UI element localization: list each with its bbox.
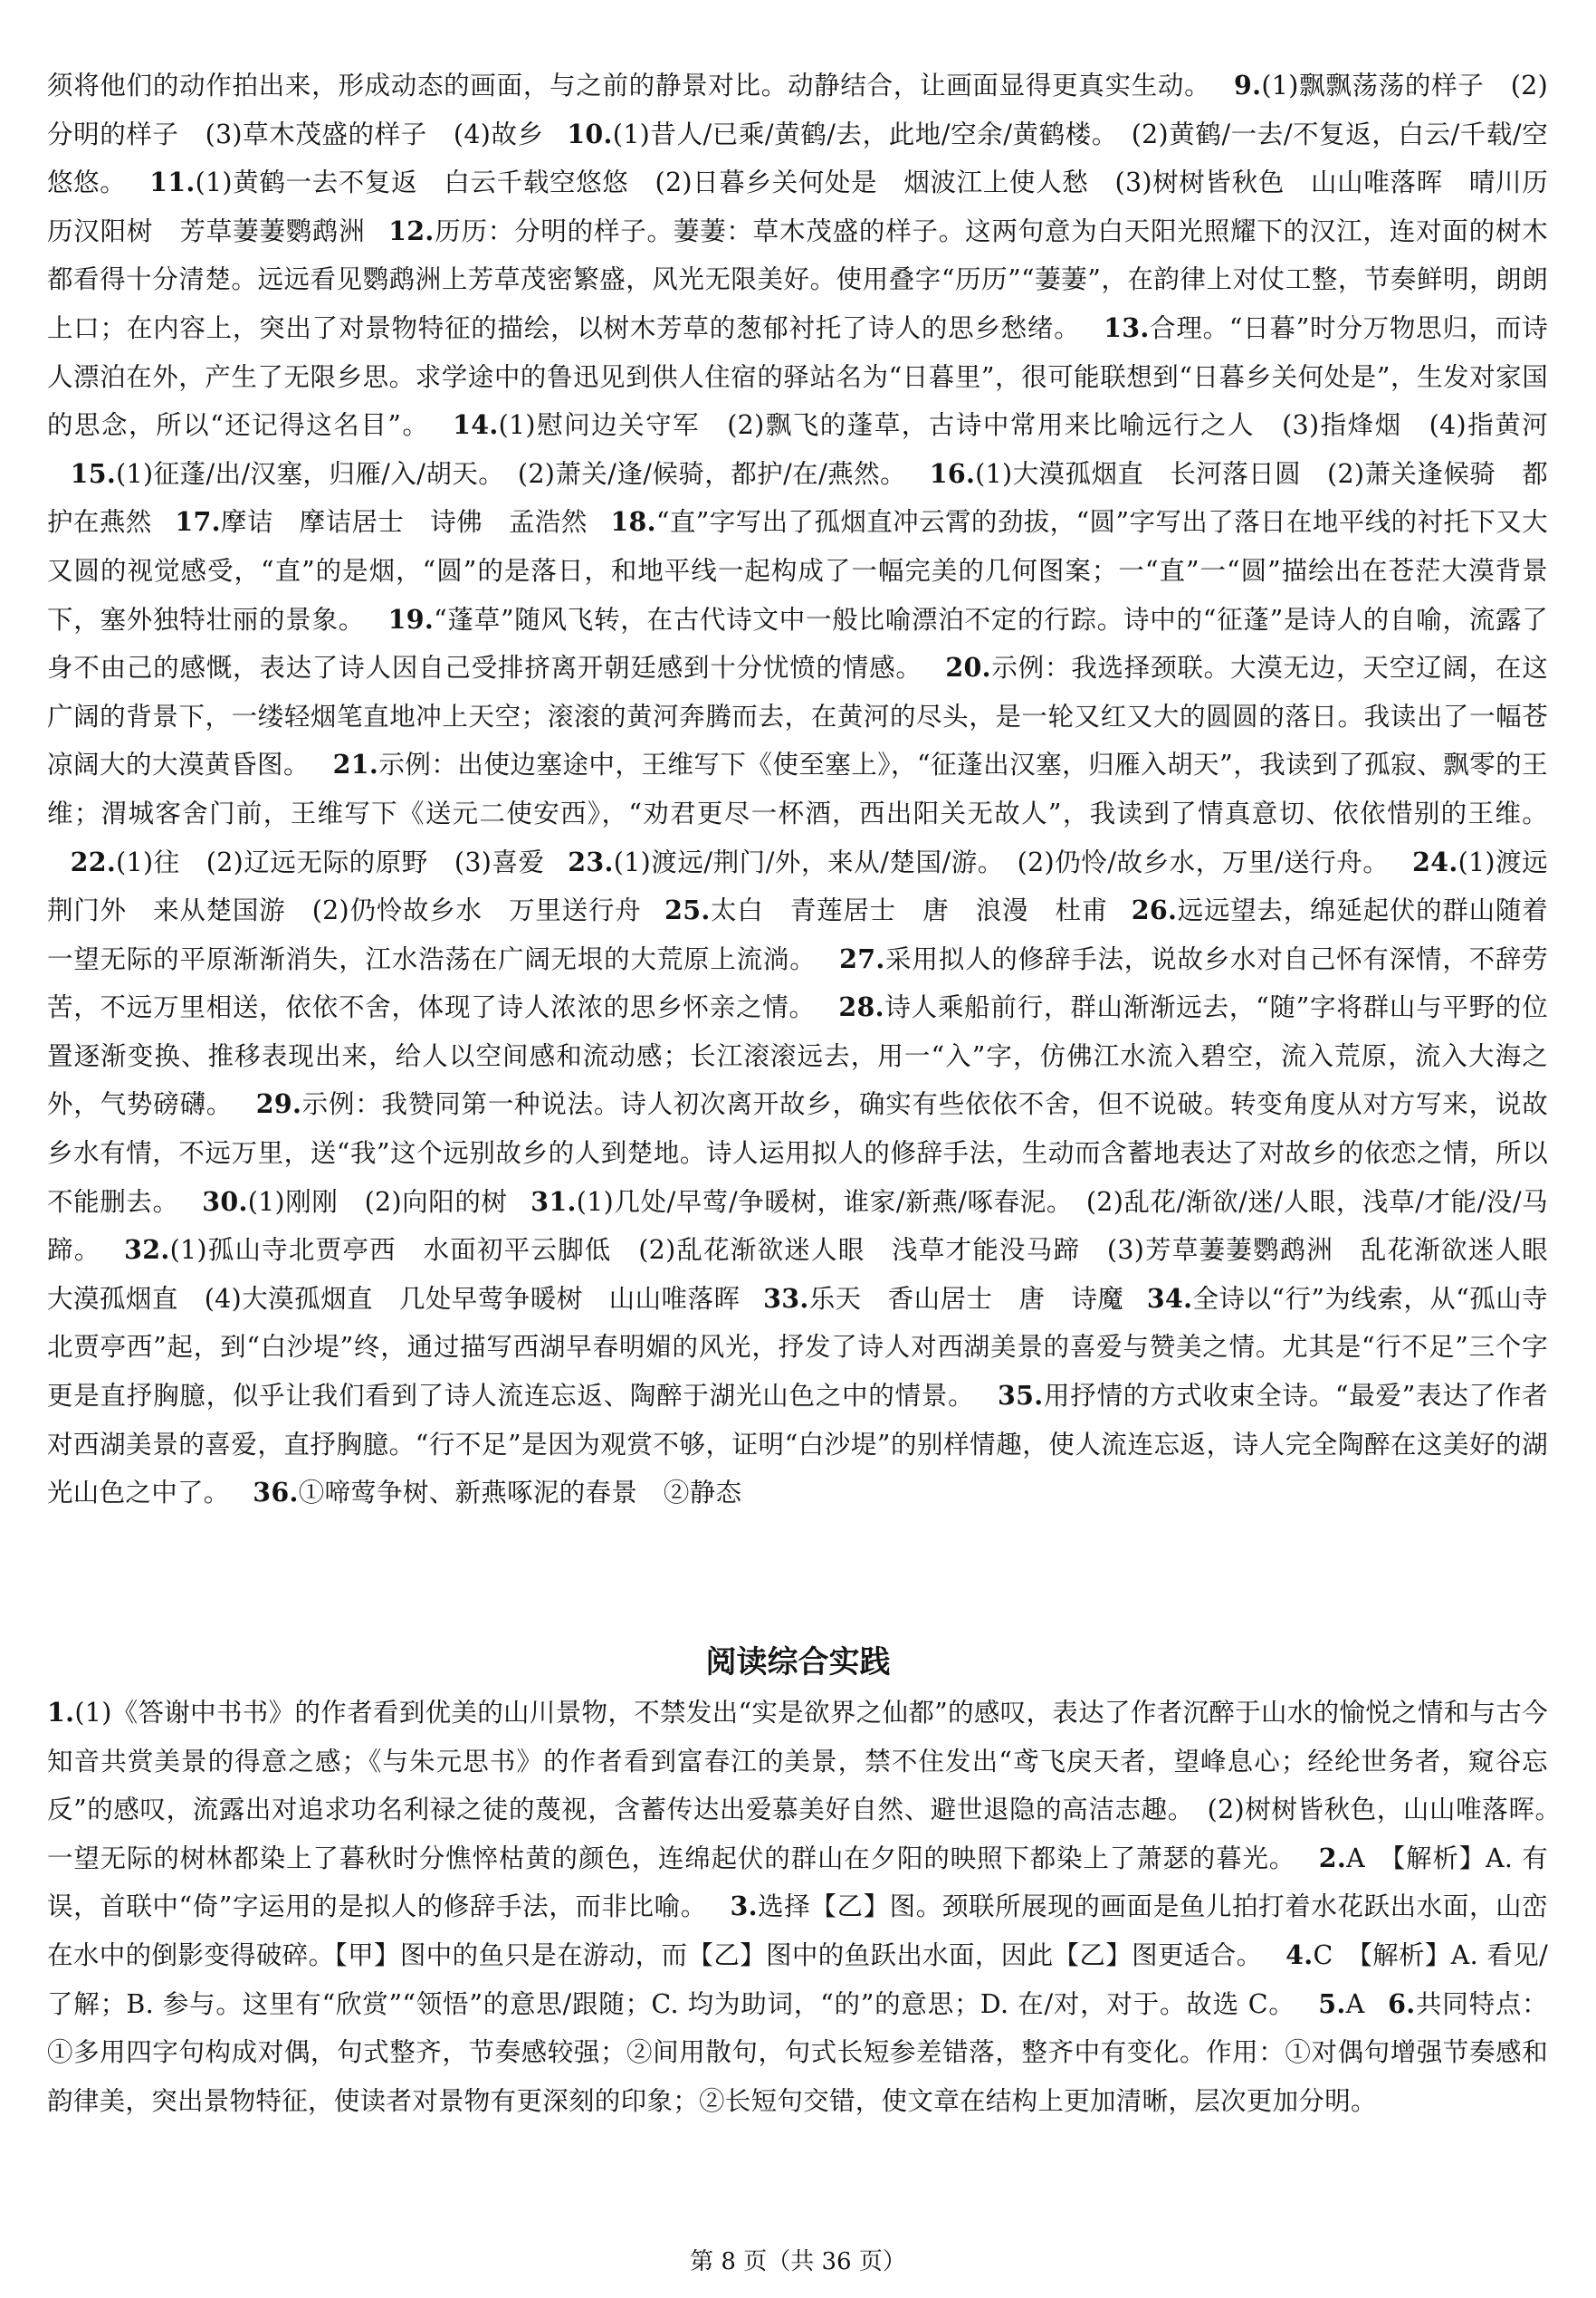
question-number: 2.	[1318, 1842, 1347, 1873]
question-number: 23.	[568, 846, 614, 877]
answer-text: (1)刚刚 (2)向阳的树	[247, 1186, 508, 1217]
answer-text: C 【解析】A. 看见/了解；B. 参与。这里有“欣赏”“领悟”的意思/跟随；C. 均为助词，“的”的意思；D. 在/对，对于。故选 C。	[47, 1939, 1548, 2019]
answer-text: 用抒情的方式收束全诗。“最爱”表达了作者对西湖美景的喜爱，直抒胸臆。“行不足”是因为观赏不够，证明“白沙堤”的别样情趣，使人流连忘返，诗人完全陶醉在这美好的湖光山色之中了。	[47, 1381, 1548, 1508]
answer-text: 全诗以“行”为线索，从“孤山寺北贾亭西”起，到“白沙堤”终，通过描写西湖早春明媚的风光，抒发了诗人对西湖美景的喜爱与赞美之情。尤其是“行不足”三个字更是直抒胸臆，似乎让我们看到了诗人流连忘返、陶醉于湖光山色之中的情景。	[47, 1283, 1548, 1412]
answer-paragraph-poems	[47, 62, 1574, 1518]
answer-item	[568, 847, 1389, 877]
question-number: 15.	[70, 457, 117, 489]
question-number: 22.	[70, 846, 117, 877]
answer-text: 选择【乙】图。颈联所展现的画面是鱼儿拍打着水花跃出水面，山峦在水中的倒影变得破碎。【甲】图中的鱼只是在游动，而【乙】图中的鱼跃出水面，因此【乙】图更适合。	[47, 1891, 1548, 1970]
question-number: 16.	[929, 457, 976, 489]
question-number: 28.	[838, 991, 884, 1023]
question-number: 14.	[453, 409, 499, 441]
answer-text: 示例：出使边塞途中，王维写下《使至塞上》，“征蓬出汉塞，归雁入胡天”，我读到了孤寂、飘零的王维；渭城客舍门前，王维写下《送元二使安西》，“劝君更尽一杯酒，西出阳关无故人”，我读到了情真意切、依依惜别的王维。	[47, 750, 1548, 828]
question-number: 33.	[763, 1282, 809, 1314]
question-number: 3.	[730, 1891, 758, 1922]
answer-item	[47, 71, 1210, 101]
answer-item	[664, 895, 1108, 925]
question-number: 13.	[1104, 311, 1150, 343]
answer-text: 摩诘 摩诘居士 诗佛 孟浩然	[220, 507, 588, 538]
question-number: 12.	[388, 215, 435, 246]
answer-item	[763, 1284, 1123, 1314]
question-number: 20.	[945, 652, 991, 684]
answer-text: 示例：我选择颈联。大漠无边，天空辽阔，在这广阔的背景下，一缕轻烟笔直地冲上天空；滚滚的黄河奔腾而去，在黄河的尽头，是一轮又红又大的圆圆的落日。我读出了一幅苍凉阔大的大漠黄昏图。	[47, 653, 1548, 780]
question-number: 19.	[387, 603, 435, 635]
question-number: 34.	[1146, 1282, 1193, 1314]
question-number: 36.	[253, 1477, 299, 1508]
answer-text: (1)慰问边关守军 (2)飘飞的蓬草，古诗中常用来比喻远行之人 (3)指烽烟 (4)指黄河	[498, 410, 1548, 441]
question-number: 4.	[1285, 1939, 1314, 1970]
question-number: 18.	[610, 506, 656, 538]
question-number: 1.	[47, 1697, 75, 1728]
question-number: 11.	[149, 167, 196, 198]
answer-text: (1)飘飘荡荡的样子 (2)分明的样子 (3)草木茂盛的样子 (4)故乡	[47, 71, 1548, 149]
answer-text: (1)渡远/荆门/外，来从/楚国/游。 (2)仍怜/故乡水，万里/送行舟。	[613, 847, 1390, 877]
question-number: 17.	[175, 506, 221, 538]
section-title: 阅读综合实践	[705, 1644, 891, 1680]
answer-item	[1318, 1989, 1364, 2019]
answer-item	[175, 507, 587, 537]
answer-paragraph-reading-practice	[47, 1689, 1574, 2125]
answer-text: (1)往 (2)辽远无际的原野 (3)喜爱	[116, 847, 545, 877]
answer-text: (1)几处/早莺/争暖树，谁家/新燕/啄春泥。 (2)乱花/渐欲/迷/人眼，浅草/才能/没/马蹄。	[47, 1186, 1548, 1266]
answer-item	[253, 1478, 741, 1508]
answer-text: (1)征蓬/出/汉塞，归雁/入/胡天。 (2)萧关/逢/候骑，都护/在/燕然。	[116, 458, 907, 489]
answer-text: 合理。“日暮”时分万物思归，而诗人漂泊在外，产生了无限乡思。求学途中的鲁迅见到供人住宿的驿站名为“日暮里”，很可能联想到“日暮乡关何处是”，生发对家国的思念，所以“还记得这名目”。	[47, 312, 1549, 441]
question-number: 10.	[567, 118, 613, 149]
answer-text: A 【解析】A. 有误，首联中“倚”字运用的是拟人的修辞手法，而非比喻。	[47, 1843, 1548, 1922]
answer-item	[202, 1187, 507, 1217]
question-number: 30.	[202, 1185, 248, 1217]
answer-text: (1)《答谢中书书》的作者看到优美的山川景物，不禁发出“实是欲界之仙都”的感叹，表达了作者沉醉于山水的愉悦之情和与古今知音共赏美景的得意之感；《与朱元思书》的作者看到富春江的美景，禁不住发出“鸢飞戾天者，望峰息心；经纶世务者，窥谷忘反”的感叹，流露出对追求功名利禄之徒的蔑视，含蓄传达出爱慕美好自然、避世退隐的高洁志趣。 (2)树树皆秋色，山山唯落晖。 一望无际的树林都染上了暮秋时分憔悴枯黄的颜色，连绵起伏的群山在夕阳的映照下都染上了萧瑟的暮光。	[47, 1698, 1574, 1873]
question-number: 31.	[530, 1185, 577, 1217]
answer-text: 远远望去，绵延起伏的群山随着一望无际的平原渐渐消失，江水浩荡在广阔无垠的大荒原上流淌。	[47, 895, 1548, 974]
answer-text: 示例：我赞同第一种说法。诗人初次离开故乡，确实有些依依不舍，但不说破。转变角度从对方写来，说故乡水有情，不远万里，送“我”这个远别故乡的人到楚地。诗人运用拟人的修辞手法，生动而含蓄地表达了对故乡的依恋之情，所以不能删去。	[47, 1089, 1548, 1217]
answer-text: 共同特点：①多用四字句构成对偶，句式整齐，节奏感较强；②间用散句，句式长短参差错落，整齐中有变化。作用：①对偶句增强节奏感和韵律美，突出景物特征，使读者对景物有更深刻的印象；②长短句交错，使文章在结构上更加清晰，层次更加分明。	[47, 1988, 1548, 2116]
answer-text: (1)黄鹤一去不复返 白云千载空悠悠 (2)日暮乡关何处是 烟波江上使人愁 (3)树树皆秋色 山山唯落晖 晴川历历汉阳树 芳草萋萋鹦鹉洲	[47, 168, 1548, 246]
answer-item	[453, 410, 1548, 440]
answer-text: “蓬草”随风飞转，在古代诗文中一般比喻漂泊不定的行踪。诗中的“征蓬”是诗人的自喻，流露了身不由己的感慨，表达了诗人因自己受排挤离开朝廷感到十分忧愤的情感。	[47, 604, 1548, 684]
answer-text: 诗人乘船前行，群山渐渐远去，“随”字将群山与平野的位置逐渐变换、推移表现出来，给人以空间感和流动感；长江滚滚远去，用一“入”字，仿佛江水流入碧空，流入荒原，流入大海之外，气势磅礴。	[47, 992, 1548, 1120]
answer-text: 采用拟人的修辞手法，说故乡水对自己怀有深情，不辞劳苦，不远万里相送，依依不舍，体现了诗人浓浓的思乡怀亲之情。	[47, 943, 1548, 1023]
answer-item	[71, 459, 906, 489]
question-number: 21.	[332, 749, 379, 780]
question-number: 27.	[839, 943, 885, 974]
question-number: 5.	[1318, 1987, 1346, 2019]
question-number: 6.	[1388, 1987, 1416, 2019]
answer-text: A	[1345, 1988, 1365, 2019]
question-number: 29.	[255, 1088, 302, 1120]
answer-text: 太白 青莲居士 唐 浪漫 杜甫	[710, 895, 1109, 926]
answer-text: 须将他们的动作拍出来，形成动态的画面，与之前的静景对比。动静结合，让画面显得更真实生动。	[47, 71, 1211, 101]
answer-text: ①啼莺争树、新燕啄泥的春景 ②静态	[298, 1478, 742, 1508]
question-number: 9.	[1233, 70, 1262, 101]
page-number: 第 8 页（共 36 页）	[690, 2248, 906, 2275]
answer-text: “直”字写出了孤烟直冲云霄的劲拔，“圆”字写出了落日在地平线的衬托下又大又圆的视觉感受，“直”的是烟，“圆”的是落日，和地平线一起构成了一幅完美的几何图案；一“直”一“圆”描绘出在苍茫大漠背景下，塞外独特壮丽的景象。	[47, 507, 1548, 635]
answer-text: 历历：分明的样子。萋萋：草木茂盛的样子。这两句意为白天阳光照耀下的汉江，连对面的树木都看得十分清楚。远远看见鹦鹉洲上芳草茂密繁盛，风光无限美好。使用叠字“历历”“萋萋”，在韵律上对仗工整，节奏鲜明，朗朗上口；在内容上，突出了对景物特征的描绘，以树木芳草的葱郁衬托了诗人的思乡愁绪。	[47, 215, 1548, 343]
answer-text: 乐天 香山居士 唐 诗魔	[808, 1283, 1124, 1314]
answer-text: (1)昔人/已乘/黄鹤/去，此地/空余/黄鹤楼。 (2)黄鹤/一去/不复返，白云/千载/空悠悠。	[47, 119, 1548, 198]
question-number: 26.	[1131, 895, 1178, 926]
question-number: 32.	[124, 1234, 170, 1266]
question-number: 35.	[998, 1380, 1044, 1412]
answer-text: (1)渡远荆门外 来从楚国游 (2)仍怜故乡水 万里送行舟	[47, 847, 1548, 926]
question-number: 24.	[1412, 846, 1458, 877]
answer-text: (1)大漠孤烟直 长河落日圆 (2)萧关逢候骑 都护在燕然	[47, 458, 1548, 538]
answer-item	[71, 847, 545, 877]
question-number: 25.	[664, 895, 711, 926]
answer-text: (1)孤山寺北贾亭西 水面初平云脚低 (2)乱花渐欲迷人眼 浅草才能没马蹄 (3)芳草萋萋鹦鹉洲 乱花渐欲迷人眼 大漠孤烟直 (4)大漠孤烟直 几处早莺争暖树 山山唯落晖	[47, 1235, 1574, 1314]
